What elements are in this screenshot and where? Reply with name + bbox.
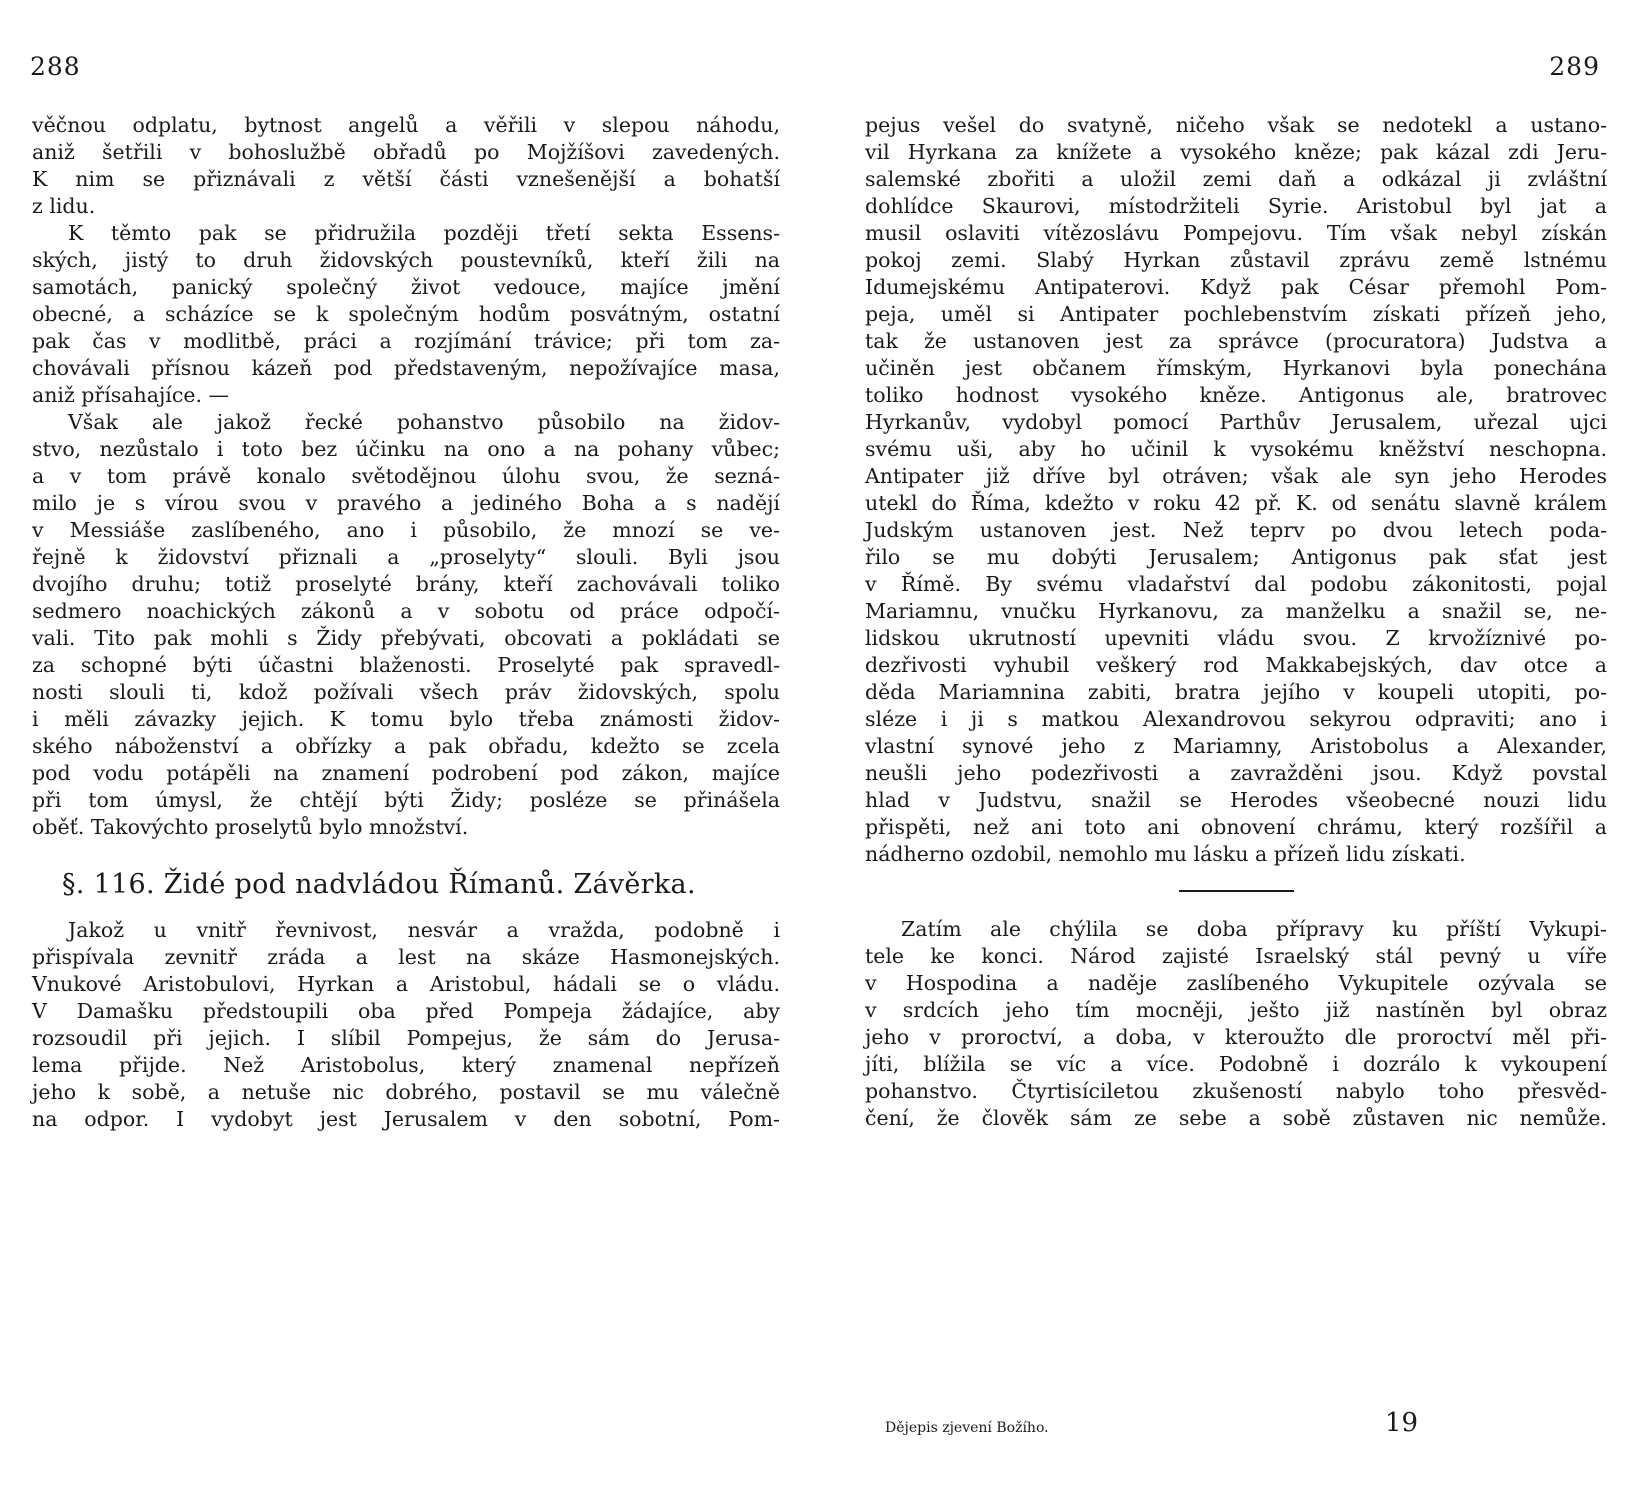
text-line: v srdcích jeho tím mocněji, ješto již nastíněn byl obraz — [865, 998, 1607, 1022]
text-line: K nim se přiznávali z větší části vznešenější a bohatší — [32, 167, 780, 191]
text-line: z lidu. — [32, 194, 96, 218]
text-line: přispívala zevnitř zráda a lest na skáze Hasmonejských. — [32, 945, 780, 969]
text-line: řejně k židovství přiznali a „proselyty“ slouli. Byli jsou — [32, 545, 780, 569]
text-line: sléze i ji s matkou Alexandrovou sekyrou odpraviti; ano i — [865, 707, 1607, 731]
text-line: hlad v Judstvu, snažil se Herodes všeobecné nouzi lidu — [865, 788, 1607, 812]
text-line: Zatím ale chýlila se doba přípravy ku příští Vykupi- — [901, 917, 1607, 941]
page-footer — [865, 1408, 1607, 1448]
text-line: Mariamnu, vnučku Hyrkanovu, za manželku a snažil se, ne- — [865, 599, 1607, 623]
text-line: samotách, panický společný život vedouce, majíce jmění — [32, 275, 780, 299]
text-line: pokoj zemi. Slabý Hyrkan zůstavil zprávu země lstnému — [865, 248, 1607, 272]
paragraph-block — [32, 112, 780, 841]
text-line: obecné, a scházíce se k společným hodům posvátným, ostatní — [32, 302, 780, 326]
paragraph-block — [865, 916, 1607, 1132]
page-number: 289 — [1549, 52, 1600, 81]
text-line: učiněn jest občanem římským, Hyrkanovi byla ponechána — [865, 356, 1607, 380]
text-column — [865, 112, 1607, 1132]
section-heading: §. 116. Židé pod nadvládou Římanů. Závěrka. — [62, 869, 696, 900]
text-line: dvojího druhu; totiž proselyté brány, kteří zachovávali toliko — [32, 572, 780, 596]
text-line: neušli jeho podezřivosti a zavražděni jsou. Když povstal — [865, 761, 1607, 785]
text-line: tele ke konci. Národ zajisté Israelský stál pevný u víře — [865, 944, 1607, 968]
text-line: přispěti, než ani toto ani obnovení chrámu, který rozšířil a — [865, 815, 1607, 839]
text-line: Jakož u vnitř řevnivost, nesvár a vražda, podobně i — [68, 918, 780, 942]
text-line: na odpor. I vydobyt jest Jerusalem v den sobotní, Pom- — [32, 1107, 780, 1131]
text-line: děda Mariamnina zabiti, bratra jejího v koupeli utopiti, po- — [865, 680, 1607, 704]
right-page — [815, 0, 1630, 1500]
text-line: utekl do Říma, kdežto v roku 42 př. K. od senátu slavně králem — [865, 491, 1607, 515]
text-line: aniž šetřili v bohoslužbě obřadů po Mojžíšovi zavedených. — [32, 140, 780, 164]
text-line: milo je s vírou svou v pravého a jediného Boha a s nadějí — [32, 491, 780, 515]
text-line: musil oslaviti vítězoslávu Pompejovu. Tím však nebyl získán — [865, 221, 1607, 245]
text-line: věčnou odplatu, bytnost angelů a věřili v slepou náhodu, — [32, 113, 780, 137]
text-line: nosti slouli ti, kdož požívali všech práv židovských, spolu — [32, 680, 780, 704]
section-divider — [1179, 890, 1294, 892]
text-line: jíti, blížila se víc a více. Podobně i dozrálo k vykoupení — [865, 1052, 1607, 1076]
text-line: i měli závazky jejich. K tomu bylo třeba známosti židov- — [32, 707, 780, 731]
text-line: rozsoudil při jejich. I slíbil Pompejus, že sám do Jerusa- — [32, 1026, 780, 1050]
text-line: dezřivosti vyhubil veškerý rod Makkabejských, dav otce a — [865, 653, 1607, 677]
text-line: lema přijde. Než Aristobolus, který znamenal nepřízeň — [32, 1053, 780, 1077]
text-line: Vnukové Aristobulovi, Hyrkan a Aristobul, hádali se o vládu. — [32, 972, 780, 996]
text-line: řilo se mu dobýti Jerusalem; Antigonus pak sťat jest — [865, 545, 1607, 569]
text-line: Hyrkanův, vydobyl pomocí Parthův Jerusalem, uřezal ujci — [865, 410, 1607, 434]
text-line: v Messiáše zaslíbeného, ano i působilo, že mnozí se ve- — [32, 518, 780, 542]
signature-mark: Dějepis zjevení Božího. — [885, 1420, 1049, 1436]
text-line: aniž přísahajíce. — — [32, 383, 230, 407]
text-line: vil Hyrkana za knížete a vysokého kněze; pak kázal zdi Jeru- — [865, 140, 1607, 164]
text-line: Však ale jakož řecké pohanstvo působilo na židov- — [68, 410, 780, 434]
text-line: toliko hodnost vysokého kněze. Antigonus ale, bratrovec — [865, 383, 1607, 407]
text-line: stvo, nezůstalo i toto bez účinku na ono a na pohany vůbec; — [32, 437, 780, 461]
text-line: pod vodu potápěli na znamení podrobení pod zákon, majíce — [32, 761, 780, 785]
text-line: a v tom právě konalo světodějnou úlohu svou, že sezná- — [32, 464, 780, 488]
text-line: K těmto pak se přidružila později třetí sekta Essens- — [68, 221, 780, 245]
text-line: peja, uměl si Antipater pochlebenstvím získati přízeň jeho, — [865, 302, 1607, 326]
text-line: ských, jistý to druh židovských poustevníků, kteří žili na — [32, 248, 780, 272]
text-line: chovávali přísnou kázeň pod představeným, nepožívajíce masa, — [32, 356, 780, 380]
text-line: v Hospodina a naděje zaslíbeného Vykupitele ozývala se — [865, 971, 1607, 995]
text-line: salemské zbořiti a uložil zemi daň a odkázal ji zvláštní — [865, 167, 1607, 191]
text-line: svému uši, aby ho učinil k vysokému kněžství neschopna. — [865, 437, 1607, 461]
text-line: Judským ustanoven jest. Než teprv po dvou letech poda- — [865, 518, 1607, 542]
paragraph-block — [865, 112, 1607, 868]
text-line: vlastní synové jeho z Mariamny, Aristobolus a Alexander, — [865, 734, 1607, 758]
paragraph-block — [32, 917, 780, 1133]
text-line: Idumejskému Antipaterovi. Když pak César přemohl Pom- — [865, 275, 1607, 299]
text-line: pak čas v modlitbě, práci a rozjímání trávice; při tom za- — [32, 329, 780, 353]
text-line: tak že ustanoven jest za správce (procuratora) Judstva a — [865, 329, 1607, 353]
text-line: nádherno ozdobil, nemohlo mu lásku a přízeň lidu získati. — [865, 842, 1466, 866]
text-line: lidskou ukrutností upevniti vládu svou. Z krvožíznivé po- — [865, 626, 1607, 650]
text-line: při tom úmysl, že chtějí býti Židy; posléze se přinášela — [32, 788, 780, 812]
text-line: v Římě. By svému vladařství dal podobu zákonitosti, pojal — [865, 572, 1607, 596]
text-line: Antipater již dříve byl otráven; však ale syn jeho Herodes — [865, 464, 1607, 488]
text-line: oběť. Takovýchto proselytů bylo množství. — [32, 815, 469, 839]
text-line: za schopné býti účastni blaženosti. Proselyté pak spravedl- — [32, 653, 780, 677]
text-line: ského náboženství a obřízky a pak obřadu, kdežto se zcela — [32, 734, 780, 758]
text-line: sedmero noachických zákonů a v sobotu od práce odpočí- — [32, 599, 780, 623]
text-line: jeho v proroctví, a doba, v kteroužto dle proroctví měl při- — [865, 1025, 1607, 1049]
text-line: pohanstvo. Čtyrtisíciletou zkušeností nabylo toho přesvěd- — [865, 1079, 1607, 1103]
text-line: pejus vešel do svatyně, ničeho však se nedotekl a ustano- — [865, 113, 1607, 137]
text-line: vali. Tito pak mohli s Židy přebývati, obcovati a pokládati se — [32, 626, 780, 650]
text-line: dohlídce Skaurovi, místodržiteli Syrie. Aristobul byl jat a — [865, 194, 1607, 218]
sheet-number: 19 — [1385, 1408, 1419, 1438]
text-column — [32, 112, 780, 1133]
text-line: čení, že člověk sám ze sebe a sobě zůstaven nic nemůže. — [865, 1106, 1607, 1130]
text-line: V Damašku předstoupili oba před Pompeja žádajíce, aby — [32, 999, 780, 1023]
text-line: jeho k sobě, a netuše nic dobrého, postavil se mu válečně — [32, 1080, 780, 1104]
page-number: 288 — [30, 52, 81, 81]
